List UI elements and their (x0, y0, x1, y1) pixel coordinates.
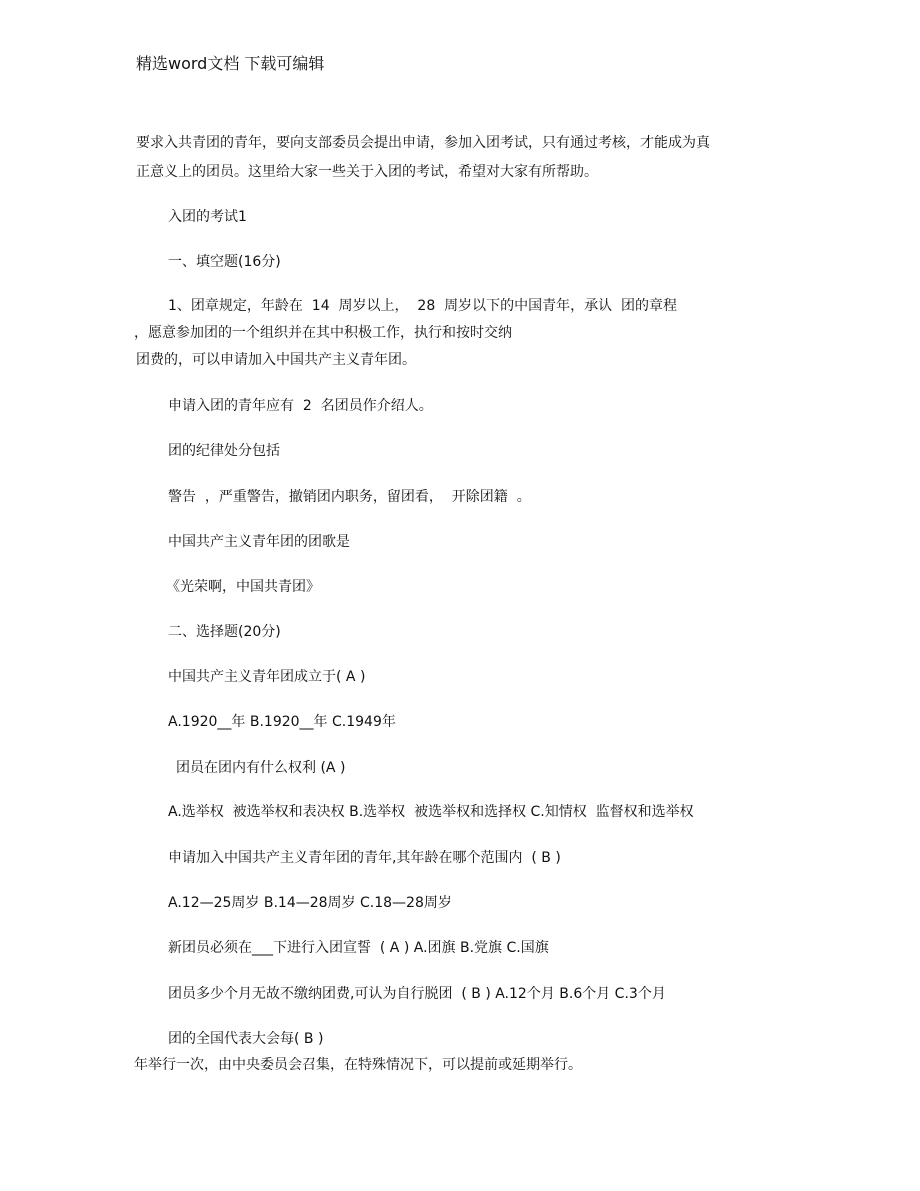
fill-q3: 团的纪律处分包括 (168, 443, 280, 459)
fill-q3-answer: 警告 ，严重警告，撤销团内职务，留团看， 开除团籍 。 (168, 489, 531, 505)
choice-q2-options: A.选举权 被选举权和表决权 B.选举权 被选举权和选择权 C.知情权 监督权和选举权 (168, 804, 694, 820)
section-1-title: 一、填空题(16分) (168, 254, 281, 270)
choice-q1: 中国共产主义青年团成立于( A ) (168, 669, 366, 685)
intro-line-2: 正意义上的团员。这里给大家一些关于入团的考试，希望对大家有所帮助。 (136, 164, 598, 180)
choice-q6: 团的全国代表大会每( B ) (168, 1031, 324, 1047)
choice-q4: 新团员必须在___下进行入团宣誓 ( A ) A.团旗 B.党旗 C.国旗 (168, 940, 549, 956)
choice-q3: 申请加入中国共产主义青年团的青年,其年龄在哪个范围内 ( B ) (168, 850, 561, 866)
fill-q1-line-2: ，愿意参加团的一个组织并在其中积极工作，执行和按时交纳 (134, 325, 512, 341)
exam-title: 入团的考试1 (168, 209, 247, 225)
choice-q2: 团员在团内有什么权利 (A ) (176, 760, 346, 776)
choice-q1-options: A.1920__年 B.1920__年 C.1949年 (168, 714, 396, 730)
choice-q6-continued: 年举行一次，由中央委员会召集，在特殊情况下，可以提前或延期举行。 (134, 1057, 582, 1073)
document-header: 精选word文档 下载可编辑 (136, 54, 325, 73)
choice-q5: 团员多少个月无故不缴纳团费,可认为自行脱团 ( B ) A.12个月 B.6个月 C.3个月 (168, 986, 666, 1002)
fill-q1-line-3: 团费的，可以申请加入中国共产主义青年团。 (136, 352, 416, 368)
fill-q4-answer: 《光荣啊，中国共青团》 (166, 579, 320, 595)
fill-q4: 中国共产主义青年团的团歌是 (168, 534, 350, 550)
fill-q1-line-1: 1、团章规定，年龄在 14 周岁以上， 28 周岁以下的中国青年，承认 团的章程 (168, 298, 678, 314)
choice-q3-options: A.12—25周岁 B.14—28周岁 C.18—28周岁 (168, 895, 452, 911)
intro-line-1: 要求入共青团的青年，要向支部委员会提出申请，参加入团考试，只有通过考核，才能成为真 (136, 135, 710, 151)
section-2-title: 二、选择题(20分) (168, 624, 281, 640)
fill-q2: 申请入团的青年应有 2 名团员作介绍人。 (168, 398, 433, 414)
